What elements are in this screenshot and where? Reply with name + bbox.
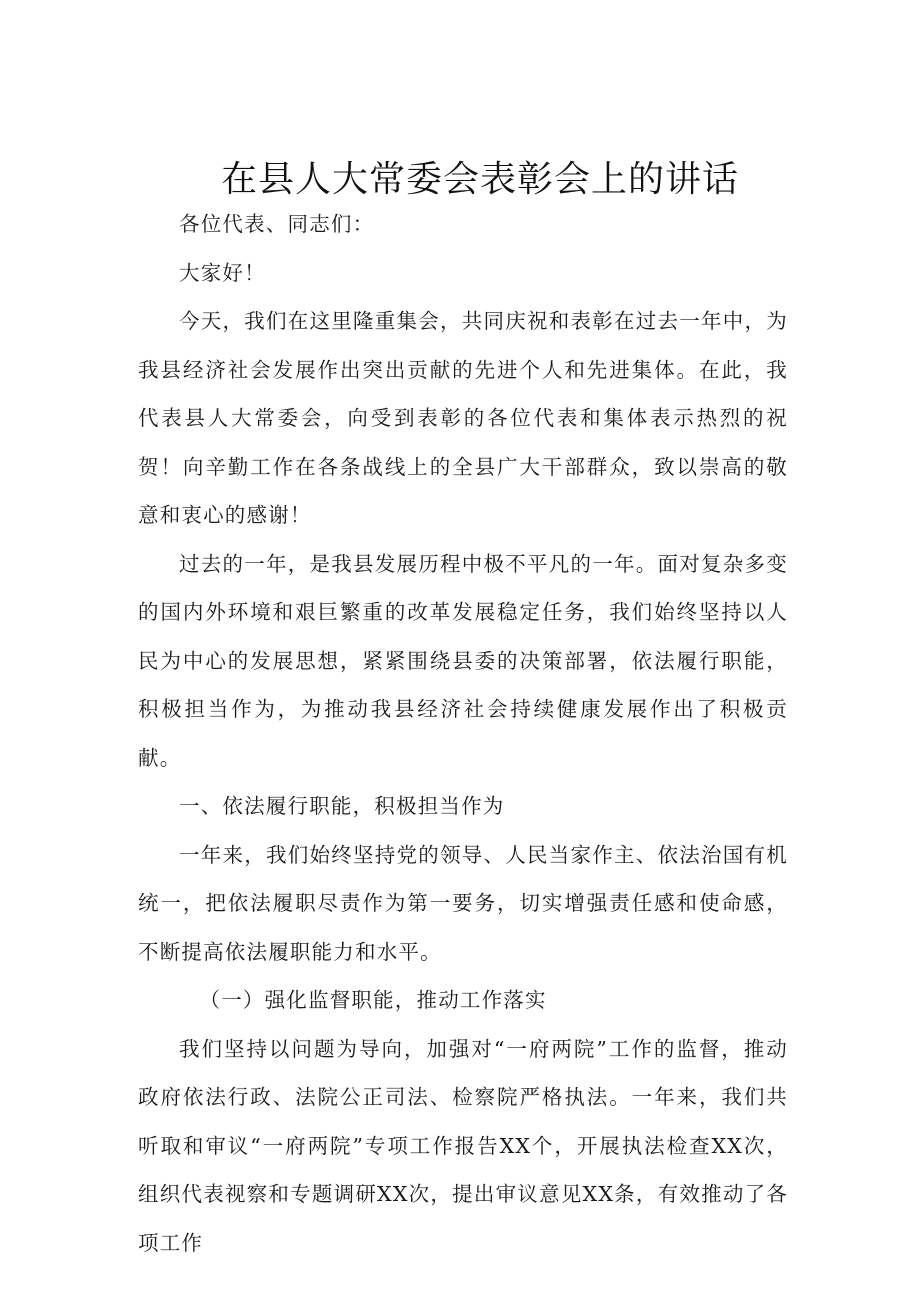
document-body [138, 200, 788, 1267]
paragraph-supervision: 我们坚持以问题为导向，加强对“一府两院”工作的监督，推动政府依法行政、法院公正司法、检察院严格执法。一年来，我们共听取和审议“一府两院”专项工作报告XX个，开展执法检查XX次，组织代表视察和专题调研XX次，提出审议意见XX条，有效推动了各项工作 [138, 1036, 788, 1255]
salutation: 各位代表、同志们： [179, 212, 375, 236]
paragraph-review: 过去的一年，是我县发展历程中极不平凡的一年。面对复杂多变的国内外环境和艰巨繁重的改革发展稳定任务，我们始终坚持以人民为中心的发展思想，紧紧围绕县委的决策部署，依法履行职能，积极担当作为，为推动我县经济社会持续健康发展作出了积极贡献。 [138, 551, 788, 770]
paragraph-opening: 今天，我们在这里隆重集会，共同庆祝和表彰在过去一年中，为我县经济社会发展作出突出贡献的先进个人和先进集体。在此，我代表县人大常委会，向受到表彰的各位代表和集体表示热烈的祝贺！向辛勤工作在各条战线上的全县广大干部群众，致以崇高的敬意和衷心的感谢！ [138, 309, 788, 527]
subsection-heading-1: （一）强化监督职能，推动工作落实 [199, 988, 547, 1012]
section-heading-1: 一、依法履行职能，积极担当作为 [179, 794, 505, 818]
paragraph-section-1: 一年来，我们始终坚持党的领导、人民当家作主、依法治国有机统一，把依法履职尽责作为第一要务，切实增强责任感和使命感，不断提高依法履职能力和水平。 [138, 842, 788, 964]
document-title: 在县人大常委会表彰会上的讲话 [220, 159, 739, 200]
greeting: 大家好！ [179, 260, 266, 285]
